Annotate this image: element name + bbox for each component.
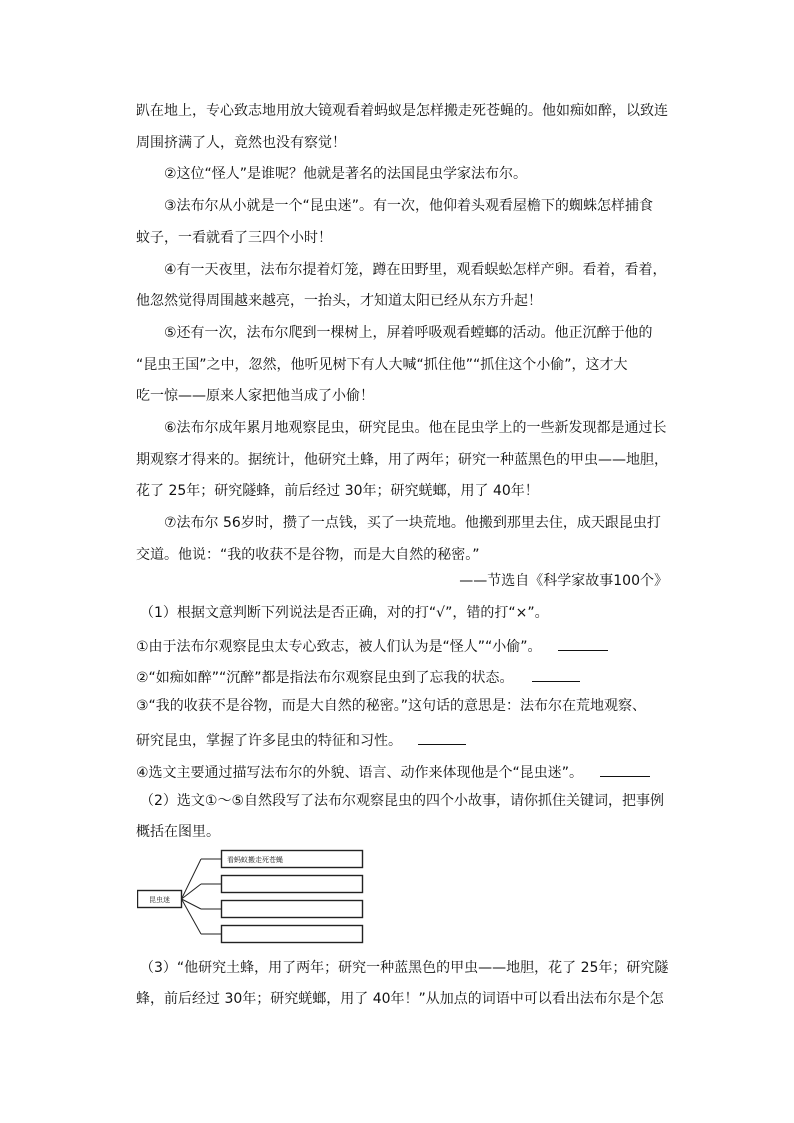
paragraph-5-line: “昆虫王国”之中，忽然，他听见树下有人大喊“抓住他”“抓住这个小偷”，这才大 bbox=[136, 357, 628, 373]
paragraph-6-line: 期观察才得来的。据统计，他研究土蜂，用了两年；研究一种蓝黑色的甲虫——地胆， bbox=[136, 452, 668, 468]
tree-diagram bbox=[137, 846, 367, 946]
answer-blank-4[interactable] bbox=[600, 760, 650, 777]
statement-text: ④选文主要通过描写法布尔的外貌、语言、动作来体现他是个“昆虫迷”。 bbox=[136, 765, 584, 781]
question-3-line: （3）“他研究土蜂，用了两年；研究一种蓝黑色的甲虫——地胆，花了 25年；研究隧 bbox=[140, 960, 669, 976]
paragraph-2: ②这位“怪人”是谁呢？他就是著名的法国昆虫学家法布尔。 bbox=[164, 166, 528, 182]
question-1-statement-3-line: ③“我的收获不是谷物，而是大自然的秘密。”这句话的意思是：法布尔在荒地观察、 bbox=[136, 698, 647, 714]
diagram-connectors bbox=[182, 859, 222, 934]
question-2-line: （2）选文①～⑤自然段写了法布尔观察昆虫的四个小故事，请你抓住关键词，把事例 bbox=[140, 793, 665, 809]
paragraph-5-line: ⑤还有一次，法布尔爬到一棵树上，屏着呼吸观看螳螂的活动。他正沉醉于他的 bbox=[164, 325, 653, 341]
paragraph-5-line: 吃一惊——原来人家把他当成了小偷！ bbox=[136, 388, 374, 404]
question-1-statement-2 bbox=[136, 665, 580, 688]
connector-line bbox=[182, 859, 202, 899]
question-1-statement-4 bbox=[136, 760, 650, 783]
statement-text: ②“如痴如醉”“沉醉”都是指法布尔观察昆虫到了忘我的状态。 bbox=[136, 670, 514, 686]
paragraph-7-line: 交道。他说：“我的收获不是谷物，而是大自然的秘密。” bbox=[136, 547, 480, 563]
paragraph-6-line: ⑥法布尔成年累月地观察昆虫，研究昆虫。他在昆虫学上的一些新发现都是通过长 bbox=[164, 420, 667, 436]
diagram-box-1-label: 看蚂蚁搬走死苍蝇 bbox=[227, 856, 283, 864]
connector-line bbox=[182, 884, 202, 899]
paragraph-7-line: ⑦法布尔 56岁时，攒了一点钱，买了一块荒地。他搬到那里去住，成天跟昆虫打 bbox=[164, 515, 661, 531]
passage-line: 周围挤满了人，竟然也没有察觉！ bbox=[136, 135, 346, 151]
paragraph-3-line: 蚊子，一看就看了三四个小时！ bbox=[136, 230, 332, 246]
passage-line: 趴在地上，专心致志地用放大镜观看着蚂蚁是怎样搬走死苍蝇的。他如痴如醉，以致连 bbox=[136, 103, 668, 119]
answer-blank-2[interactable] bbox=[532, 665, 580, 682]
question-2-line: 概括在图里。 bbox=[136, 824, 220, 840]
question-3-line: 蜂，前后经过 30年；研究蜣螂，用了 40年！”从加点的词语中可以看出法布尔是个怎 bbox=[136, 991, 664, 1007]
source-citation: ——节选自《科学家故事100个》 bbox=[459, 573, 668, 589]
question-1-statement-3 bbox=[136, 728, 466, 751]
answer-blank-1[interactable] bbox=[558, 634, 608, 651]
statement-text: 研究昆虫，掌握了许多昆虫的特征和习性。 bbox=[136, 733, 402, 749]
paragraph-4-line: ④有一天夜里，法布尔提着灯笼，蹲在田野里，观看蜈蚣怎样产卵。看着，看着， bbox=[164, 262, 667, 278]
diagram-root-label: 昆虫迷 bbox=[149, 896, 170, 904]
paragraph-4-line: 他忽然觉得周围越来越亮，一抬头，才知道太阳已经从东方升起！ bbox=[136, 293, 542, 309]
diagram-box-2[interactable] bbox=[222, 876, 363, 893]
paragraph-6-line: 花了 25年；研究隧蜂，前后经过 30年；研究蜣螂，用了 40年！ bbox=[136, 483, 539, 499]
diagram-box-3[interactable] bbox=[222, 901, 363, 918]
question-1-intro: （1）根据文意判断下列说法是否正确，对的打“√”，错的打“×”。 bbox=[140, 605, 549, 621]
diagram-box-4[interactable] bbox=[222, 926, 363, 943]
paragraph-3-line: ③法布尔从小就是一个“昆虫迷”。有一次，他仰着头观看屋檐下的蜘蛛怎样捕食 bbox=[164, 198, 654, 214]
answer-blank-3[interactable] bbox=[418, 728, 466, 745]
statement-text: ①由于法布尔观察昆虫太专心致志，被人们认为是“怪人”“小偷”。 bbox=[136, 639, 542, 655]
question-1-statement-1 bbox=[136, 634, 608, 657]
